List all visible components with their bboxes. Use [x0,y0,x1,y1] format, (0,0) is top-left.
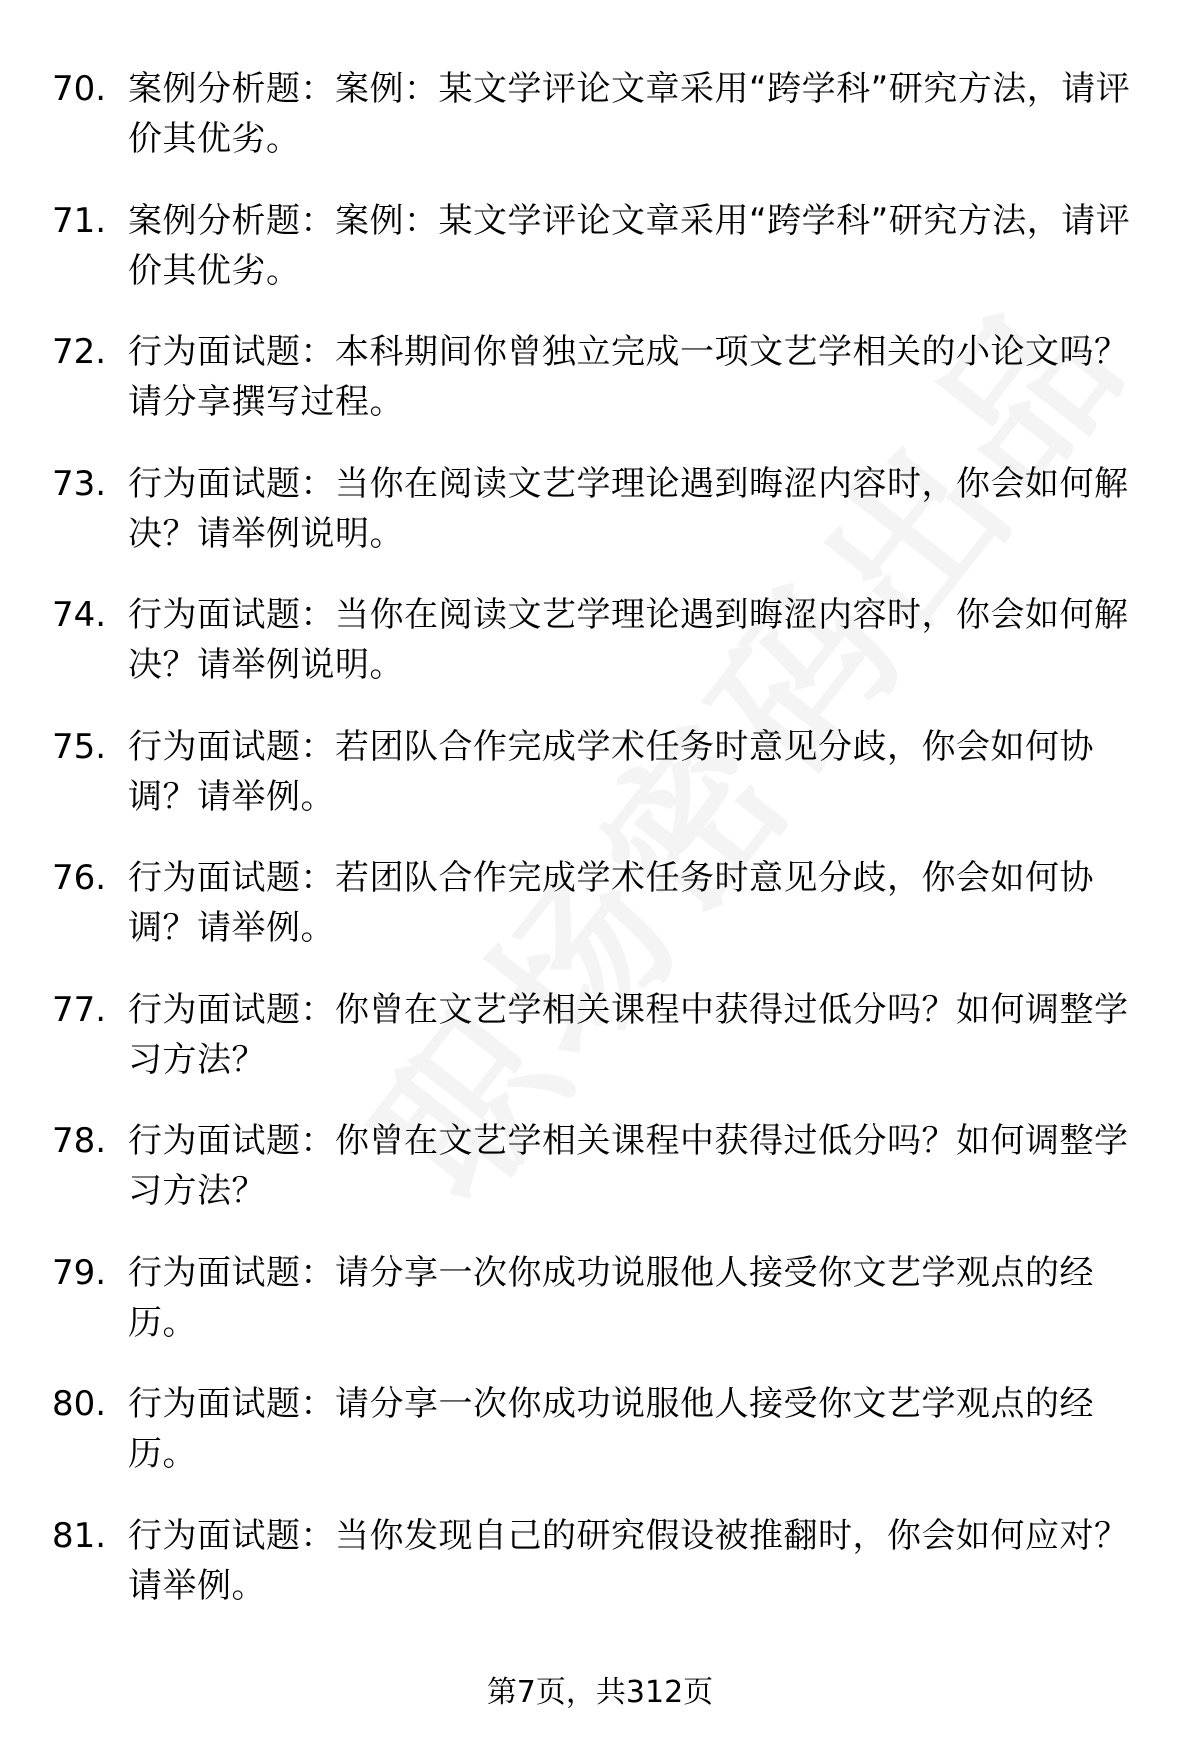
question-item [0,584,1200,716]
question-text: 行为面试题：当你在阅读文艺学理论遇到晦涩内容时，你会如何解决？请举例说明。 [128,463,1129,554]
question-item [0,847,1200,979]
question-number: 74. [52,595,107,635]
question-number: 78. [52,1121,107,1161]
question-text: 行为面试题：若团队合作完成学术任务时意见分歧，你会如何协调？请举例。 [128,726,1094,817]
question-item [0,1505,1200,1637]
question-number: 77. [52,989,107,1030]
question-number: 79. [52,1252,107,1293]
question-text: 行为面试题：若团队合作完成学术任务时意见分歧，你会如何协调？请举例。 [128,858,1094,948]
question-number: 80. [52,1384,107,1424]
question-number: 70. [52,69,107,109]
question-item [0,716,1200,848]
question-text: 案例分析题：案例：某文学评论文章采用“跨学科”研究方法，请评价其优劣。 [128,69,1131,159]
question-item [0,190,1200,322]
page-footer: 第7页，共312页 [486,1675,714,1710]
question-text: 行为面试题：请分享一次你成功说服他人接受你文艺学观点的经历。 [128,1252,1094,1343]
question-number: 72. [52,332,107,372]
question-text: 行为面试题：你曾在文艺学相关课程中获得过低分吗？如何调整学习方法？ [128,1121,1129,1211]
question-item [0,58,1200,190]
question-text: 行为面试题：本科期间你曾独立完成一项文艺学相关的小论文吗？请分享撰写过程。 [128,332,1129,422]
question-number: 76. [52,858,107,898]
question-text: 行为面试题：当你在阅读文艺学理论遇到晦涩内容时，你会如何解决？请举例说明。 [128,595,1129,685]
question-text: 行为面试题：你曾在文艺学相关课程中获得过低分吗？如何调整学习方法？ [128,989,1129,1080]
question-number: 71. [52,200,107,241]
question-text: 行为面试题：当你发现自己的研究假设被推翻时，你会如何应对？请举例。 [128,1515,1129,1606]
question-item [0,1110,1200,1242]
question-item [0,1242,1200,1374]
question-item [0,321,1200,453]
question-number: 81. [52,1515,107,1556]
question-number: 75. [52,726,107,767]
question-item [0,453,1200,585]
question-item [0,979,1200,1111]
question-number: 73. [52,463,107,504]
question-text: 行为面试题：请分享一次你成功说服他人接受你文艺学观点的经历。 [128,1384,1094,1474]
question-text: 案例分析题：案例：某文学评论文章采用“跨学科”研究方法，请评价其优劣。 [128,200,1131,291]
question-list [0,58,1200,1636]
question-item [0,1373,1200,1505]
